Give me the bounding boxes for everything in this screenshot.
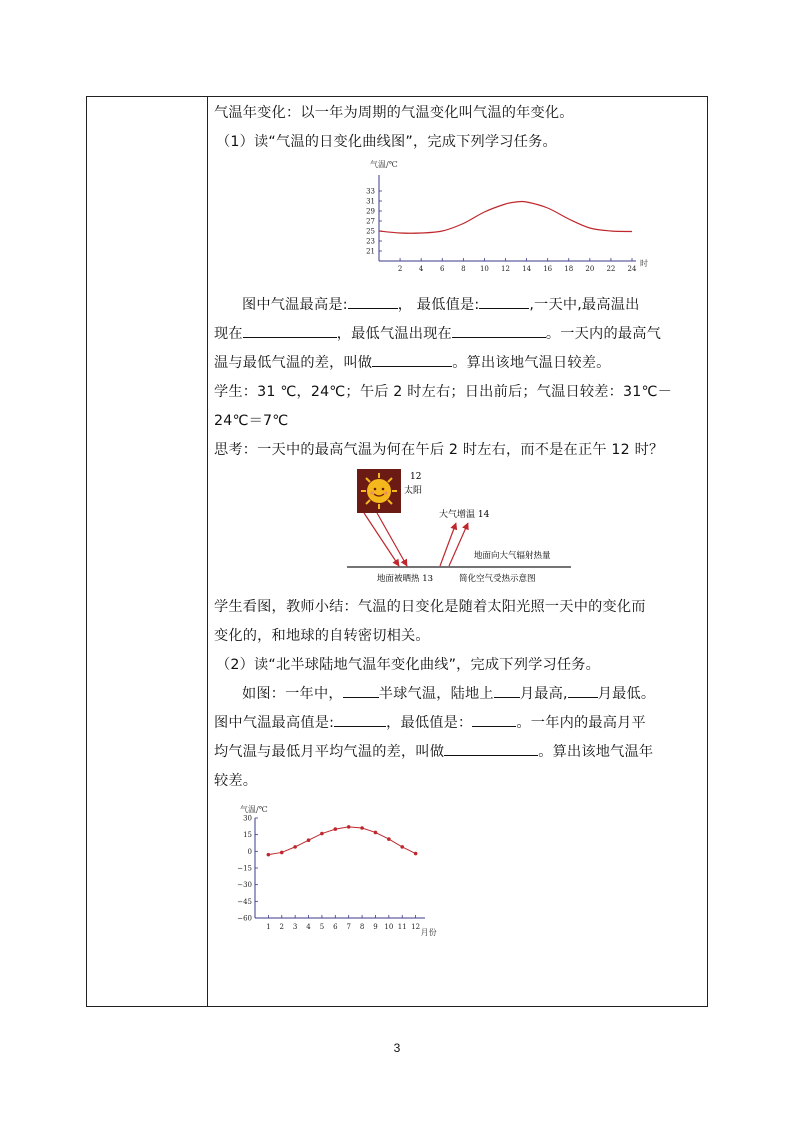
- question1-line3: [214, 349, 704, 378]
- q1-text: ，最低气温出现在: [336, 326, 452, 342]
- chart1-y-axis-label: 气温/℃: [370, 160, 398, 169]
- q2-text: 月最低。: [597, 686, 656, 702]
- think-question: 思考：一天中的最高气温为何在午后 2 时左右，而不是在正午 12 时？: [214, 442, 664, 458]
- chart2-x-tick-label: 5: [319, 923, 325, 931]
- chart2-data-point: [307, 838, 311, 842]
- chart1-x-tick-label: 22: [606, 265, 616, 273]
- chart2-x-tick-label: 2: [279, 923, 285, 931]
- answer-blank-max-temp[interactable]: [348, 294, 398, 309]
- air-heating-svg: [214, 465, 704, 593]
- chart1-x-tick-label: 20: [585, 265, 595, 273]
- chart1-y-tick-label: 25: [366, 227, 375, 236]
- chart2-y-tick-label: 15: [243, 831, 252, 840]
- chart1-x-tick-label: 10: [479, 265, 489, 273]
- q1-text: ,一天中,最高温出: [529, 297, 640, 313]
- student-answer-line2: 24℃＝7℃: [214, 413, 289, 429]
- air-heating-diagram: [214, 465, 704, 593]
- q1-text: 温与最低气温的差，叫做: [214, 355, 373, 371]
- ground-radiation-arrow: [440, 523, 456, 566]
- sun-icon: [357, 469, 401, 513]
- answer-blank-max-value[interactable]: [334, 712, 386, 727]
- q1-text: 现在: [214, 326, 243, 342]
- q1-text: 。一天内的最高气: [545, 326, 661, 342]
- chart2-data-point: [320, 832, 324, 836]
- chart1-x-tick-label: 2: [397, 265, 403, 273]
- chart2-x-tick-label: 6: [333, 923, 338, 931]
- chart2-y-tick-label: −60: [237, 914, 252, 923]
- chart1-x-tick-label: 4: [418, 265, 424, 273]
- chart2-x-tick-label: 8: [359, 923, 365, 931]
- ground-radiation-arrow: [449, 523, 468, 566]
- answer-blank-min-value[interactable]: [472, 712, 516, 727]
- chart1-y-tick-label: 23: [366, 237, 375, 246]
- lesson-table: [86, 96, 708, 1007]
- chart2-x-tick-label: 11: [397, 923, 407, 931]
- ground-heated-label: 地面被晒热 13: [377, 574, 434, 584]
- chart1-y-tick-label: 33: [366, 187, 375, 196]
- question1-line1: [214, 291, 704, 320]
- answer-blank-min-month[interactable]: [568, 683, 598, 698]
- chart1-y-tick-label: 31: [366, 197, 375, 206]
- chart1-x-tick-label: 24: [627, 265, 637, 273]
- content-cell: [214, 97, 704, 942]
- q2-text: ，最低值是：: [386, 715, 473, 731]
- answer-blank-daily-range[interactable]: [372, 352, 452, 367]
- chart2-data-point: [414, 852, 418, 856]
- q1-text: ， 最低值是:: [397, 297, 480, 313]
- q2-text: 。算出该地气温年: [538, 744, 654, 760]
- chart2-data-point: [347, 825, 351, 829]
- answer-blank-max-month[interactable]: [494, 683, 520, 698]
- question2-line3: [214, 738, 704, 767]
- summary-line2: 变化的，和地球的自转密切相关。: [214, 628, 430, 644]
- diagram-caption: 简化空气受热示意图: [459, 574, 536, 584]
- chart2-y-tick-label: −30: [237, 881, 252, 890]
- q2-text: 。一年内的最高月平: [516, 715, 646, 731]
- column-divider: [207, 97, 208, 1006]
- question2-line4: 较差。: [214, 773, 258, 789]
- daily-temp-svg: [214, 157, 704, 287]
- chart2-y-tick-label: −45: [237, 897, 252, 906]
- intro-line: 气温年变化：以一年为周期的气温变化叫气温的年变化。: [214, 105, 574, 121]
- chart1-x-tick-label: 18: [564, 265, 574, 273]
- chart2-data-point: [293, 845, 297, 849]
- chart2-y-tick-label: −15: [237, 864, 252, 873]
- chart2-data-point: [400, 845, 404, 849]
- chart1-y-tick-label: 29: [366, 207, 375, 216]
- summary-line1: 学生看图，教师小结：气温的日变化是随着太阳光照一天中的变化而: [214, 599, 646, 615]
- ground-radiation-label: 地面向大气辐射热量: [474, 551, 551, 561]
- chart1-y-tick-label: 21: [366, 247, 375, 256]
- q2-text: 图中气温最高值是:: [214, 715, 335, 731]
- chart1-x-tick-label: 14: [522, 265, 532, 273]
- chart2-data-point: [280, 851, 284, 855]
- question1-line2: [214, 320, 704, 349]
- q2-text: 均气温与最低月平均气温的差，叫做: [214, 744, 445, 760]
- q2-text: 月最高,: [519, 686, 568, 702]
- answer-blank-annual-range[interactable]: [444, 741, 538, 756]
- chart2-x-tick-label: 10: [384, 923, 394, 931]
- chart1-temperature-curve: [379, 201, 632, 233]
- sun-number: 12: [410, 472, 422, 482]
- chart2-x-tick-label: 7: [346, 923, 351, 931]
- answer-blank-max-time[interactable]: [243, 323, 337, 338]
- chart2-y-axis-label: 气温/℃: [240, 805, 268, 814]
- chart2-x-tick-label: 1: [266, 923, 271, 931]
- chart1-x-tick-label: 16: [543, 265, 553, 273]
- q2-text: 半球气温，陆地上: [378, 686, 494, 702]
- answer-blank-min-temp[interactable]: [479, 294, 529, 309]
- answer-blank-hemisphere[interactable]: [343, 683, 379, 698]
- q1-text: 图中气温最高是:: [242, 297, 348, 313]
- q2-text: 如图：一年中，: [242, 686, 343, 702]
- chart2-x-tick-label: 3: [292, 923, 298, 931]
- chart2-y-tick-label: 30: [243, 814, 252, 823]
- chart2-y-tick-label: 0: [247, 847, 252, 856]
- page-number: 3: [393, 1041, 401, 1055]
- atmosphere-heating-label: 大气增温 14: [439, 510, 490, 520]
- chart2-x-tick-label: 12: [411, 923, 421, 931]
- question2-line1: [214, 680, 704, 709]
- chart1-x-axis-unit: 时: [640, 259, 648, 268]
- annual-temp-svg: [214, 802, 704, 942]
- q1-text: 。算出该地气温日较差。: [452, 355, 611, 371]
- question2-line2: [214, 709, 704, 738]
- student-answer-line1: 学生：31 ℃，24℃；午后 2 时左右；日出前后；气温日较差：31℃－: [214, 384, 673, 400]
- chart2-x-tick-label: 4: [306, 923, 311, 931]
- chart2-data-point: [374, 831, 378, 835]
- daily-temp-chart: [214, 157, 704, 287]
- chart1-x-tick-label: 8: [461, 265, 466, 273]
- chart2-data-point: [334, 827, 338, 831]
- chart2-x-axis-unit: 月份: [420, 928, 437, 937]
- chart2-temperature-line: [268, 827, 415, 855]
- chart1-x-tick-label: 6: [440, 265, 445, 273]
- answer-blank-min-time[interactable]: [452, 323, 546, 338]
- sun-label: 太阳: [404, 486, 423, 496]
- chart1-x-tick-label: 12: [501, 265, 510, 273]
- chart2-data-point: [387, 837, 391, 841]
- chart2-data-point: [360, 826, 364, 830]
- chart2-data-point: [267, 853, 271, 857]
- task1-title: （1）读“气温的日变化曲线图”，完成下列学习任务。: [216, 134, 557, 150]
- chart1-y-tick-label: 27: [366, 217, 375, 226]
- task2-title: （2）读“北半球陆地气温年变化曲线”，完成下列学习任务。: [216, 657, 601, 673]
- annual-temp-chart: [214, 802, 704, 942]
- chart2-x-tick-label: 9: [373, 923, 378, 931]
